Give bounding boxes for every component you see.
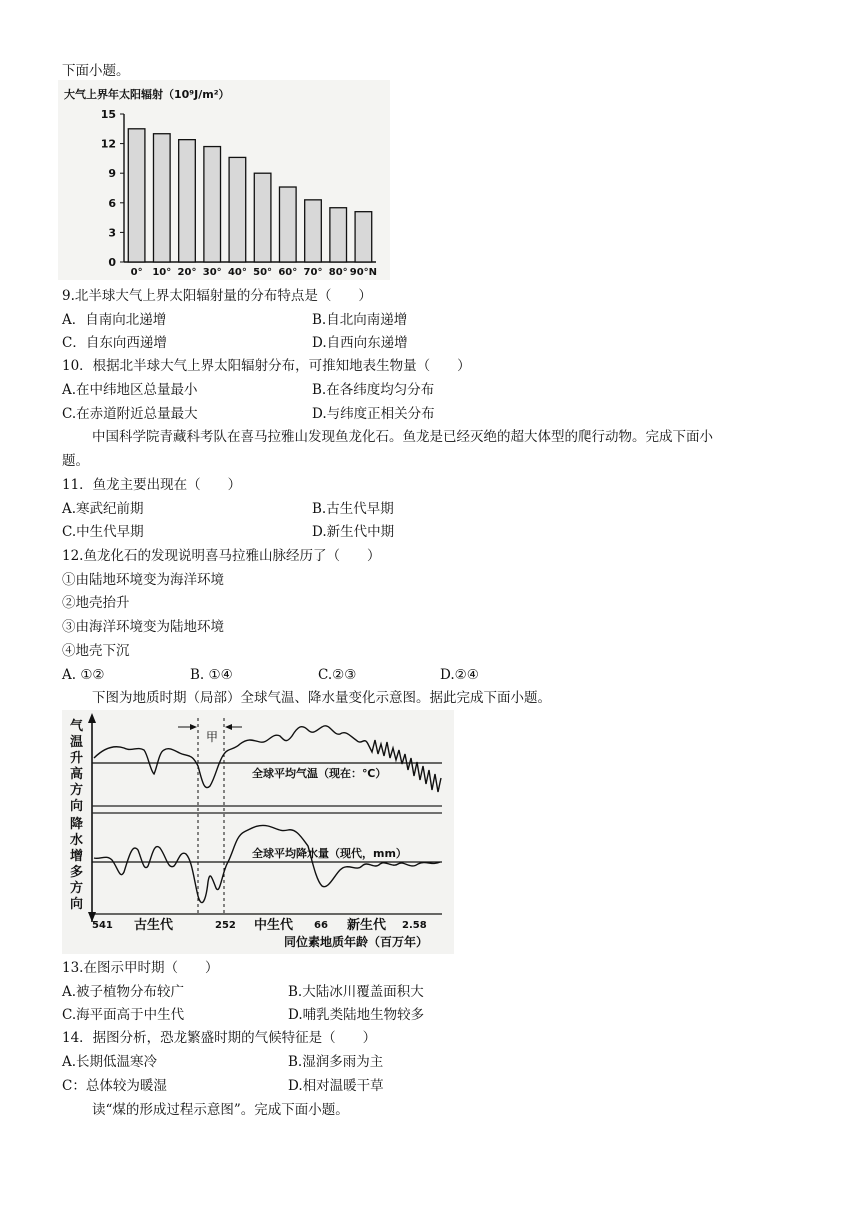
q14-stem: 14．据图分析，恐龙繁盛时期的气候特征是（ ） — [62, 1030, 377, 1046]
bar-x-tick-label: 80° — [328, 267, 348, 278]
period-jia-label: 甲 — [206, 730, 219, 744]
q11-option-c[interactable]: C.中生代早期 — [62, 524, 144, 540]
bar-x-tick-label: 70° — [303, 267, 323, 278]
q10-option-d[interactable]: D.与纬度正相关分布 — [312, 406, 435, 422]
bar-y-tick-label: 3 — [108, 226, 116, 240]
bar-1 — [153, 134, 170, 262]
bar-x-tick-label: 0° — [130, 267, 143, 278]
bar-x-tick-label: 20° — [177, 267, 197, 278]
bar-9 — [355, 212, 372, 262]
lower-axis-label-vertical-char: 方 — [70, 881, 84, 896]
bar-y-tick-label: 6 — [108, 196, 116, 210]
passage-fossil-line2: 题。 — [62, 453, 89, 469]
q14-option-c[interactable]: C：总体较为暖湿 — [62, 1078, 167, 1094]
bar-x-tick-label: 10° — [152, 267, 172, 278]
lower-axis-label-vertical-char: 降 — [70, 817, 84, 832]
era-paleozoic: 古生代 — [134, 918, 174, 933]
q9-option-b[interactable]: B.自北向南递增 — [312, 312, 408, 328]
temp-baseline-label: 全球平均气温（现在：℃） — [252, 767, 387, 780]
upper-axis-label-vertical-char: 向 — [70, 799, 84, 814]
x-tick-252: 252 — [215, 920, 236, 931]
q12-option-d[interactable]: D.②④ — [440, 667, 479, 683]
bar-x-tick-label: 60° — [278, 267, 298, 278]
q13-option-b[interactable]: B.大陆冰川覆盖面积大 — [288, 984, 424, 1000]
q12-option-c[interactable]: C.②③ — [318, 667, 357, 683]
bar-2 — [179, 140, 196, 262]
x-tick-541: 541 — [92, 920, 113, 931]
upper-axis-label-vertical-char: 升 — [70, 751, 84, 766]
bar-7 — [305, 200, 322, 262]
q12-stem: 12.鱼龙化石的发现说明喜马拉雅山脉经历了（ ） — [62, 548, 381, 564]
q11-option-b[interactable]: B.古生代早期 — [312, 501, 394, 517]
bar-chart-title: 大气上界年太阳辐射（10⁹J/m²） — [64, 88, 230, 101]
upper-axis-label-vertical-char: 温 — [70, 735, 84, 750]
q11-option-d[interactable]: D.新生代中期 — [312, 524, 395, 540]
q9-option-c[interactable]: C．自东向西递增 — [62, 335, 167, 351]
q13-option-c[interactable]: C.海平面高于中生代 — [62, 1007, 185, 1023]
lower-axis-label-vertical-char: 向 — [70, 897, 84, 912]
x-axis-label: 同位素地质年龄（百万年） — [284, 935, 429, 949]
bar-y-tick-label: 15 — [100, 108, 116, 121]
bar-6 — [279, 187, 296, 262]
lower-axis-label-vertical-char: 增 — [70, 849, 84, 864]
passage-coal: 读“煤的形成过程示意图”。完成下面小题。 — [92, 1102, 349, 1118]
q9-stem: 9.北半球大气上界太阳辐射量的分布特点是（ ） — [62, 288, 372, 304]
q12-statement-4: ④地壳下沉 — [62, 643, 130, 659]
bar-y-tick-label: 0 — [108, 256, 116, 269]
q13-stem: 13.在图示甲时期（ ） — [62, 960, 219, 976]
bar-y-tick-label: 12 — [100, 137, 116, 151]
bar-x-tick-label: 50° — [253, 267, 273, 278]
q12-statement-1: ①由陆地环境变为海洋环境 — [62, 572, 224, 588]
q9-option-d[interactable]: D.自西向东递增 — [312, 335, 408, 351]
q12-option-a[interactable]: A. ①② — [62, 667, 105, 683]
bar-y-tick-label: 9 — [108, 167, 116, 181]
q11-stem: 11．鱼龙主要出现在（ ） — [62, 477, 242, 493]
q12-statement-3: ③由海洋环境变为陆地环境 — [62, 619, 224, 635]
x-tick-66: 66 — [314, 920, 328, 931]
q10-option-c[interactable]: C.在赤道附近总量最大 — [62, 406, 198, 422]
solar-radiation-bar-chart — [58, 80, 390, 280]
bar-3 — [204, 147, 221, 262]
bar-x-tick-label: 40° — [227, 267, 247, 278]
passage-climate: 下图为地质时期（局部）全球气温、降水量变化示意图。据此完成下面小题。 — [92, 690, 551, 706]
upper-axis-label-vertical-char: 方 — [70, 783, 84, 798]
lower-axis-label-vertical-char: 多 — [70, 865, 84, 880]
q10-stem: 10．根据北半球大气上界太阳辐射分布，可推知地表生物量（ ） — [62, 358, 471, 374]
q13-option-a[interactable]: A.被子植物分布较广 — [62, 984, 185, 1000]
q12-statement-2: ②地壳抬升 — [62, 595, 130, 611]
q12-option-b[interactable]: B. ①④ — [190, 667, 233, 683]
q14-option-d[interactable]: D.相对温暖干草 — [288, 1078, 384, 1094]
upper-axis-label-vertical-char: 高 — [70, 767, 84, 782]
bar-5 — [254, 173, 271, 262]
bar-0 — [128, 129, 145, 262]
q14-option-a[interactable]: A.长期低温寒冷 — [62, 1054, 158, 1070]
q13-option-d[interactable]: D.哺乳类陆地生物较多 — [288, 1007, 425, 1023]
x-tick-2-58: 2.58 — [402, 920, 427, 931]
era-cenozoic: 新生代 — [347, 918, 387, 933]
bar-x-tick-label: 90°N — [349, 267, 378, 278]
era-mesozoic: 中生代 — [254, 918, 294, 933]
q10-option-b[interactable]: B.在各纬度均匀分布 — [312, 382, 435, 398]
q14-option-b[interactable]: B.湿润多雨为主 — [288, 1054, 384, 1070]
q11-option-a[interactable]: A.寒武纪前期 — [62, 501, 144, 517]
upper-axis-label-vertical-char: 气 — [70, 719, 84, 734]
lower-axis-label-vertical-char: 水 — [70, 833, 84, 848]
precip-baseline-label: 全球平均降水量（现代，mm） — [252, 847, 407, 860]
q9-option-a[interactable]: A．自南向北递增 — [62, 312, 167, 328]
passage-fossil-line1: 中国科学院青藏科考队在喜马拉雅山发现鱼龙化石。鱼龙是已经灭绝的超大体型的爬行动物。完成下面小 — [92, 429, 713, 445]
bar-x-tick-label: 30° — [202, 267, 222, 278]
climate-change-chart — [62, 710, 454, 954]
bar-8 — [330, 208, 347, 262]
q10-option-a[interactable]: A.在中纬地区总量最小 — [62, 382, 198, 398]
intro-text: 下面小题。 — [62, 63, 130, 79]
bar-4 — [229, 157, 246, 262]
